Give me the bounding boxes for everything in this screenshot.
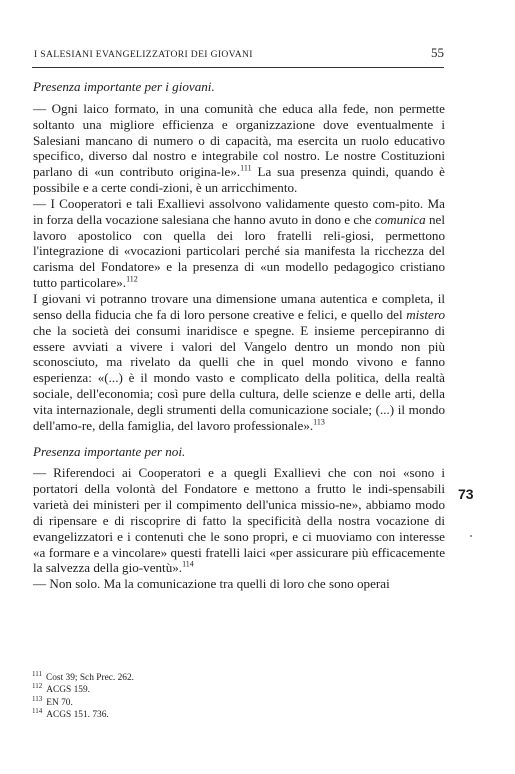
- emphasis: comunica: [374, 211, 426, 227]
- paragraph: [33, 576, 445, 592]
- footnote-ref: 114: [182, 560, 194, 570]
- section-heading: Presenza importante per i giovani.: [33, 79, 215, 94]
- footnote-number: 112: [32, 682, 43, 691]
- text-span: — Non solo. Ma la comunicazione tra quelli di loro che sono operai: [33, 576, 390, 592]
- footnote: [32, 709, 332, 721]
- section-heading: Presenza importante per noi.: [33, 443, 186, 459]
- text-span: — Ogni laico formato, in una comunità che educa alla fede, non permette soltanto una migliore efficienza e organizzazione dove eventualmente i Salesiani mancano di numero o di capacità, ma esercita un ruolo educativo specifico, diverso dal nostro e integrabile col nostro. Le nostre Costituzioni parlano di «un contributo origina-le».: [33, 100, 445, 180]
- footnote: [32, 669, 332, 684]
- margin-number: 73: [458, 486, 474, 502]
- emphasis: mistero: [406, 306, 445, 322]
- footnote-text: EN 70.: [46, 697, 73, 708]
- margin-mark: [470, 535, 472, 537]
- paragraph: [33, 196, 445, 291]
- footnote-text: ACGS 151. 736.: [46, 710, 109, 721]
- footnotes: [32, 669, 332, 722]
- footnote-text: ACGS 159.: [46, 685, 91, 696]
- footnote-number: 114: [32, 707, 43, 716]
- footnote: [32, 684, 332, 696]
- paragraph: [33, 465, 445, 576]
- page-number: 55: [431, 45, 444, 60]
- footnote-text: Cost 39; Sch Prec. 262.: [45, 673, 135, 683]
- body-text: [33, 79, 445, 592]
- footnote: [32, 694, 332, 709]
- footnote-ref: 111: [240, 163, 252, 173]
- text-span: nel lavoro apostolico con quella dei loro fratelli reli-giosi, permettono l'integrazione di «vocazioni particolari perché sia manifesta la ricchezza del carisma del Fondatore» e la presenza di «un modello pedagogico cristiano tutto particolare».: [33, 211, 445, 291]
- paragraph: [33, 101, 445, 196]
- text-span: — Riferendoci ai Cooperatori e a quegli Exallievi che con noi «sono i portatori della volontà del Fondatore e mettono a frutto le indi-spensabili varietà dei ministeri per il compimento dell'unica missio-ne», abbiamo modo di ripensare e di riscoprire di fatto la specificità della nostra vocazione di evangelizzatori e i contenuti che le sono propri, e ci muoviamo con interesse «a formare e a vincolare» questi fratelli laici «per assicurare più efficacemente la salvezza della gio-ventù».: [33, 465, 445, 576]
- running-title: I SALESIANI EVANGELIZZATORI DEI GIOVANI: [34, 49, 253, 60]
- text-span: che la società dei consumi inaridisce e spegne. E insieme percepiranno di essere avviati a vivere i valori del Vangelo dentro un mondo non più sconosciuto, ma rivelato da quelli che in quel mondo vivono e fanno esperienza: «(...) è il mondo vasto e complicato della politica, della realtà sociale, dell'economia; così pure della cultura, delle scienze e delle arti, della vita internazionale, degli strumenti della comunicazione sociale; (...) il mondo dell'amo-re, della famiglia, del lavoro professionale».: [33, 322, 445, 433]
- footnote-number: 111: [32, 669, 42, 678]
- text-span: La sua presenza quindi, quando è possibile e a certe condi-zioni, è un arricchimento.: [33, 164, 445, 196]
- text-span: — I Cooperatori e tali Exallievi assolvono validamente questo com-pito. Ma in forza della vocazione salesiana che hanno avuto in dono e che: [33, 195, 445, 227]
- footnote-ref: 112: [126, 274, 138, 284]
- footnote-ref: 113: [313, 417, 325, 427]
- footnote-number: 113: [32, 694, 43, 703]
- paragraph: [33, 291, 445, 434]
- header-rule: [32, 67, 444, 68]
- text-span: I giovani vi potranno trovare una dimensione umana autentica e completa, il senso della fiducia che fa di loro persone creative e felici, e quello del: [33, 290, 445, 322]
